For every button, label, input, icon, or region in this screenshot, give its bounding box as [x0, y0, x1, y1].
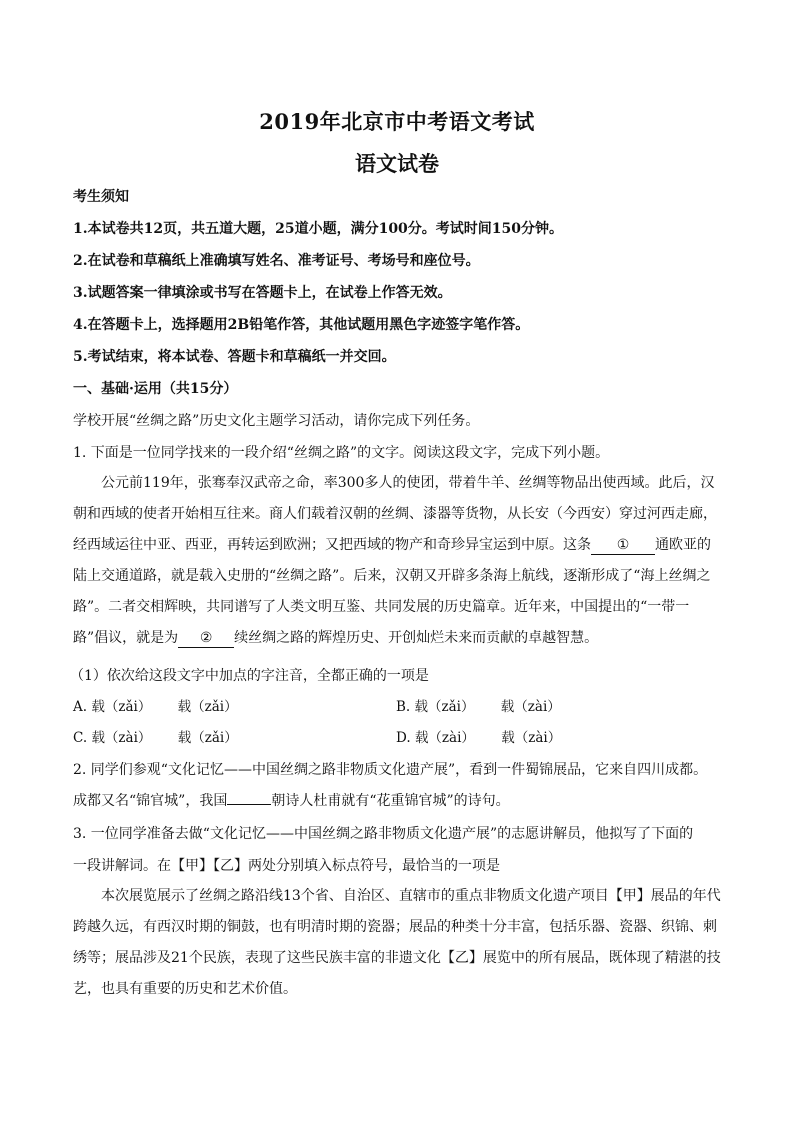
section-intro: 学校开展“丝绸之路”历史文化主题学习活动，请你完成下列任务。: [73, 413, 480, 429]
silk-road-passage: [73, 468, 721, 654]
notice-heading: 考生须知: [73, 189, 129, 205]
notice-item-5: 5.考试结束，将本试卷、答题卡和草稿纸一并交回。: [73, 349, 396, 365]
passage-part-2: 通欧亚的陆上交通道路，就是载入史册的“丝绸之路”。后来，汉朝又开辟多条海上航线，逐渐形成了“海上丝绸之路”。二者交相辉映，共同谱写了人类文明互鉴、共同发展的历史篇章。近年来，中国提出的“一带一路”倡议，就是为: [73, 537, 711, 646]
option-d: [396, 728, 561, 748]
option-d-first: 载（zài）: [414, 730, 475, 746]
question-1-stem: 1. 下面是一位同学找来的一段介绍“丝绸之路”的文字。阅读这段文字，完成下列小题。: [73, 445, 610, 461]
blank-1: ①: [591, 536, 655, 555]
question-2-line-2: [73, 791, 733, 811]
passage-part-3: 续丝绸之路的辉煌历史、开创灿烂未来而贡献的卓越智慧。: [234, 630, 599, 646]
question-2-text-a: 成都又名“锦官城”，我国: [73, 793, 228, 809]
option-c-letter: C.: [73, 730, 88, 746]
exam-title: 2019年北京市中考语文考试: [259, 109, 535, 134]
notice-item-4: 4.在答题卡上，选择题用2B铅笔作答，其他试题用黑色字迹签字笔作答。: [73, 317, 530, 333]
question-3-line-1: 3. 一位同学准备去做“文化记忆——中国丝绸之路非物质文化遗产展”的志愿讲解员，他拟写了下面的: [73, 826, 694, 842]
exam-subtitle: 语文试卷: [355, 151, 439, 176]
option-b-first: 载（zǎi）: [414, 699, 475, 715]
option-c-second: 载（zǎi）: [177, 730, 238, 746]
question-2-text-b: 朝诗人杜甫就有“花重锦官城”的诗句。: [271, 793, 510, 809]
notice-item-3: 3.试题答案一律填涂或书写在答题卡上，在试卷上作答无效。: [73, 285, 452, 301]
option-c-first: 载（zài）: [91, 730, 152, 746]
option-d-second: 载（zài）: [501, 730, 562, 746]
blank-2: ②: [178, 629, 234, 648]
question-1-1-stem: （1）依次给这段文字中加点的字注音，全都正确的一项是: [70, 668, 429, 684]
question-3-line-2: 一段讲解词。在【甲】【乙】两处分别填入标点符号，最恰当的一项是: [73, 858, 500, 874]
notice-item-2: 2.在试卷和草稿纸上准确填写姓名、准考证号、考场号和座位号。: [73, 253, 480, 269]
option-d-letter: D.: [396, 730, 411, 746]
option-b-second: 载（zài）: [500, 699, 561, 715]
notice-item-1: 1.本试卷共12页，共五道大题，25道小题，满分100分。考试时间150分钟。: [73, 221, 564, 237]
option-c: [73, 728, 238, 748]
passage-part-1: 公元前119年，张骞奉汉武帝之命，率300多人的使团，带着牛羊、丝绸等物品出使西域。此后，汉朝和西域的使者开始相互往来。商人们载着汉朝的丝绸、漆器等货物，从长安（今西安）穿过河西走廊，经西域运往中亚、西亚，再转运到欧洲；又把西域的物产和奇珍异宝运到中原。这条: [73, 475, 717, 553]
option-a: [73, 697, 238, 717]
guide-script-passage: 本次展览展示了丝绸之路沿线13个省、自治区、直辖市的重点非物质文化遗产项目【甲】展品的年代跨越久远，有西汉时期的铜鼓，也有明清时期的瓷器；展品的种类十分丰富，包括乐器、瓷器、织锦、刺绣等；展品涉及21个民族，表现了这些民族丰富的非遗文化【乙】展览中的所有展品，既体现了精湛的技艺，也具有重要的历史和艺术价值。: [73, 888, 721, 997]
question-2-line-1: 2. 同学们参观“文化记忆——中国丝绸之路非物质文化遗产展”，看到一件蜀锦展品，它来自四川成都。: [73, 762, 708, 778]
option-b-letter: B.: [396, 699, 411, 715]
section-heading: 一、基础·运用（共15分）: [73, 381, 238, 397]
option-b: [396, 697, 561, 717]
option-a-second: 载（zǎi）: [177, 699, 238, 715]
option-a-first: 载（zǎi）: [91, 699, 152, 715]
option-a-letter: A.: [73, 699, 88, 715]
blank-dynasty: [227, 804, 271, 805]
